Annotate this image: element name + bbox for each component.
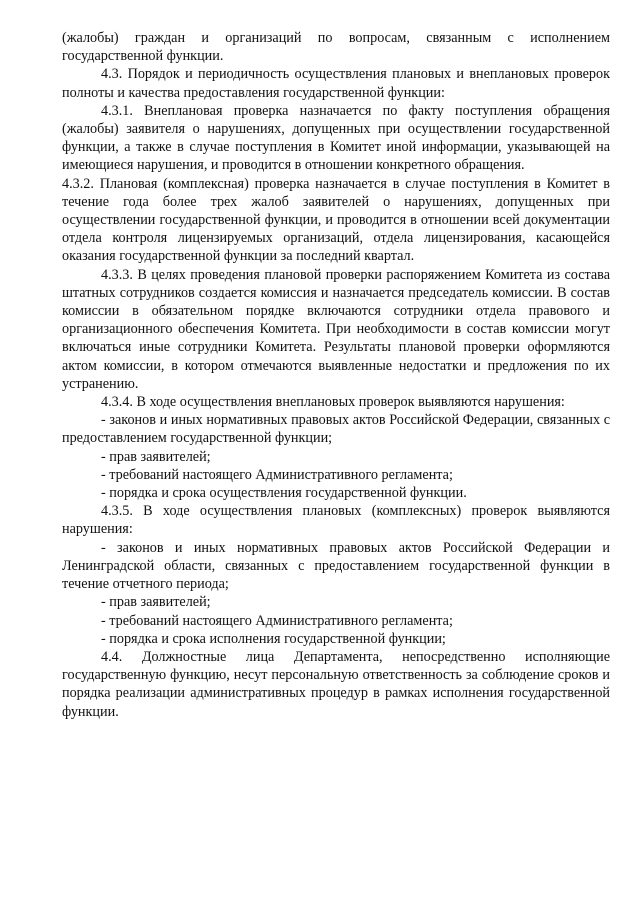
paragraph: - требований настоящего Административного регламента; bbox=[101, 612, 453, 629]
paragraph: 4.3.4. В ходе осуществления внеплановых проверок выявляются нарушения: bbox=[101, 394, 565, 411]
paragraph: 4.4. Должностные лица Департамента, непосредственно исполняющие государственную функцию, несут персональную ответственность за соблюдение сроков и порядка реализации административных процедур в рамках исполнения государственной функции. bbox=[62, 648, 610, 720]
paragraph: - порядка и срока исполнения государственной функции; bbox=[101, 630, 446, 647]
paragraph: 4.3.1. Внеплановая проверка назначается по факту поступления обращения (жалобы) заявителя о нарушениях, допущенных при осуществлении государственной функции, а также в случае поступления в Комитет иной информации, указывающей на имеющиеся нарушения, и проводится в отношении конкретного обращения. bbox=[62, 102, 610, 174]
paragraph: - законов и иных нормативных правовых актов Российской Федерации, связанных с предоставлением государственной функции; bbox=[62, 412, 610, 447]
paragraph: 4.3.5. В ходе осуществления плановых (комплексных) проверок выявляются нарушения: bbox=[62, 503, 610, 538]
paragraph: 4.3. Порядок и периодичность осуществления плановых и внеплановых проверок полноты и качества предоставления государственной функции: bbox=[62, 66, 610, 101]
paragraph: - законов и иных нормативных правовых актов Российской Федерации и Ленинградской области, связанных с предоставлением государственной функции в течение отчетного периода; bbox=[62, 539, 610, 593]
document-page bbox=[62, 29, 610, 721]
paragraph: (жалобы) граждан и организаций по вопросам, связанным с исполнением государственной функции. bbox=[62, 30, 610, 65]
paragraph: - требований настоящего Административного регламента; bbox=[101, 466, 453, 483]
paragraph: - прав заявителей; bbox=[101, 448, 211, 465]
paragraph: 4.3.2. Плановая (комплексная) проверка назначается в случае поступления в Комитет в течение года более трех жалоб заявителей о нарушениях, допущенных при осуществлении государственной функции, и проводится в отношении всей документации отдела контроля лицензируемых организаций, отдела лицензирования, касающейся оказания государственной функции за последний квартал. bbox=[62, 175, 610, 265]
paragraph: - прав заявителей; bbox=[101, 594, 211, 611]
paragraph: - порядка и срока осуществления государственной функции. bbox=[101, 485, 467, 502]
paragraph: 4.3.3. В целях проведения плановой проверки распоряжением Комитета из состава штатных сотрудников создается комиссия и назначается председатель комиссии. В состав комиссии в обязательном порядке включаются сотрудники отдела правового и организационного обеспечения Комитета. При необходимости в состав комиссии могут включаться иные сотрудники Комитета. Результаты плановой проверки оформляются актом комиссии, в котором отмечаются выявленные недостатки и предложения по их устранению. bbox=[62, 266, 610, 392]
